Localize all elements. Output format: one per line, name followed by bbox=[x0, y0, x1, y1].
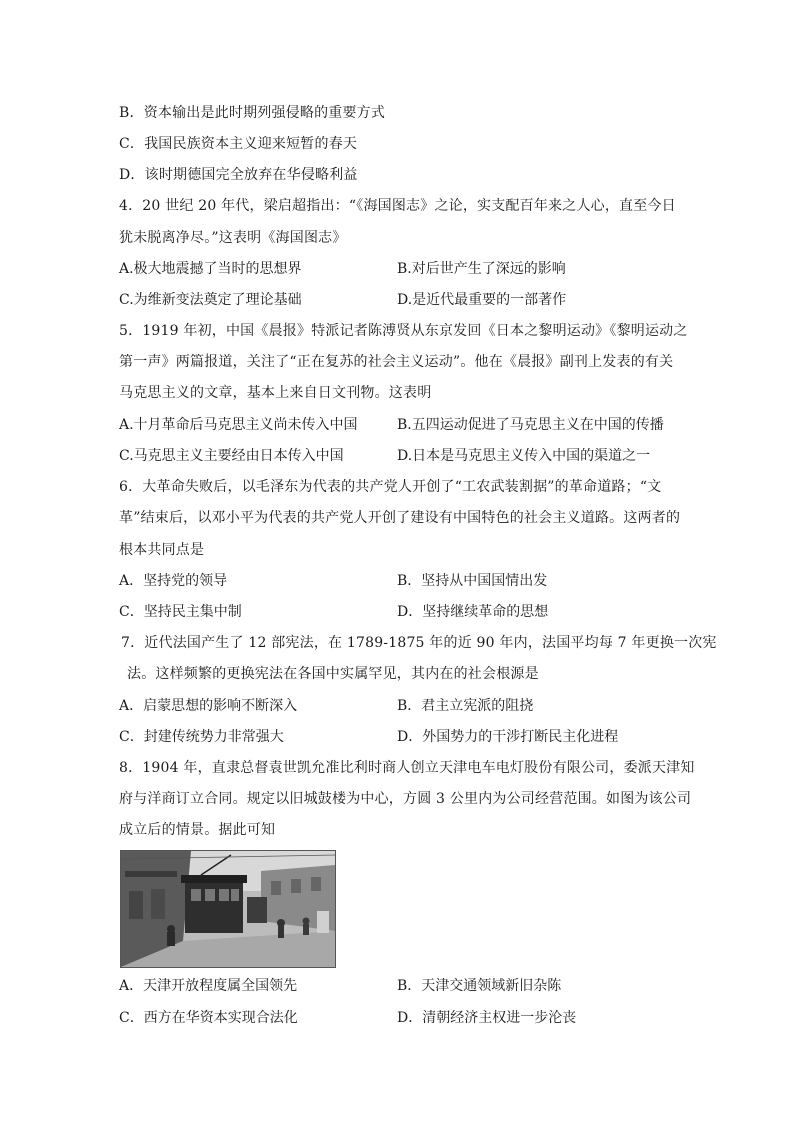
question-4-line-2: 犹未脱离净尽。”这表明《海国图志》 bbox=[119, 230, 347, 246]
question-6-line-1: 6．大革命失败后，以毛泽东为代表的共产党人开创了“工农武装割据”的革命道路；“文 bbox=[119, 479, 662, 495]
q6-option-b: B．坚持从中国国情出发 bbox=[397, 573, 548, 589]
q7-option-d: D．外国势力的干涉打断民主化进程 bbox=[397, 729, 619, 745]
q5-option-b: B.五四运动促进了马克思主义在中国的传播 bbox=[397, 417, 664, 433]
q8-option-d: D．清朝经济主权进一步沦丧 bbox=[397, 1010, 577, 1026]
question-5-line-2: 第一声》两篇报道，关注了“正在复苏的社会主义运动”。他在《晨报》副刊上发表的有关 bbox=[119, 354, 674, 370]
option-d-prev: D．该时期德国完全放弃在华侵略利益 bbox=[119, 167, 358, 183]
question-4-line-1: 4．20 世纪 20 年代，梁启超指出：“《海国图志》之论，实支配百年来之人心，直至今日 bbox=[119, 198, 676, 214]
q8-option-a: A．天津开放程度属全国领先 bbox=[119, 978, 298, 994]
q7-option-a: A．启蒙思想的影响不断深入 bbox=[119, 698, 298, 714]
question-8-line-2: 府与洋商订立合同。规定以旧城鼓楼为中心，方圆 3 公里内为公司经营范围。如图为该公司 bbox=[119, 791, 692, 807]
q4-option-c: C.为维新变法奠定了理论基础 bbox=[119, 292, 302, 308]
question-8-line-1: 8．1904 年，直隶总督袁世凯允准比利时商人创立天津电车电灯股份有限公司，委派天津知 bbox=[119, 760, 695, 776]
q7-option-c: C．封建传统势力非常强大 bbox=[119, 729, 284, 745]
q6-option-c: C．坚持民主集中制 bbox=[119, 604, 242, 620]
question-5-line-3: 马克思主义的文章，基本上来自日文刊物。这表明 bbox=[119, 385, 432, 401]
question-5-line-1: 5．1919 年初，中国《晨报》特派记者陈溥贤从东京发回《日本之黎明运动》《黎明运动之 bbox=[119, 323, 688, 339]
question-8-line-3: 成立后的情景。据此可知 bbox=[119, 822, 276, 838]
q8-option-c: C．西方在华资本实现合法化 bbox=[119, 1010, 298, 1026]
q5-option-d: D.日本是马克思主义传入中国的渠道之一 bbox=[397, 448, 651, 464]
question-7-line-1: 7．近代法国产生了 12 部宪法，在 1789-1875 年的近 90 年内，法国平均每 7 年更换一次宪 bbox=[121, 635, 717, 651]
q5-option-a: A.十月革命后马克思主义尚未传入中国 bbox=[119, 417, 358, 433]
q4-option-b: B.对后世产生了深远的影响 bbox=[397, 261, 566, 277]
q8-option-b: B．天津交通领域新旧杂陈 bbox=[397, 978, 562, 994]
question-6-line-3: 根本共同点是 bbox=[119, 542, 205, 558]
tram-street-photo bbox=[120, 850, 336, 968]
q5-option-c: C.马克思主义主要经由日本传入中国 bbox=[119, 448, 344, 464]
option-b-prev: B．资本输出是此时期列强侵略的重要方式 bbox=[119, 105, 386, 121]
q6-option-d: D．坚持继续革命的思想 bbox=[397, 604, 549, 620]
q6-option-a: A．坚持党的领导 bbox=[119, 573, 228, 589]
question-6-line-2: 革”结束后，以邓小平为代表的共产党人开创了建设有中国特色的社会主义道路。这两者的 bbox=[119, 510, 681, 526]
q4-option-d: D.是近代最重要的一部著作 bbox=[397, 292, 567, 308]
question-7-line-2: 法。这样频繁的更换宪法在各国中实属罕见，其内在的社会根源是 bbox=[127, 666, 539, 682]
option-c-prev: C．我国民族资本主义迎来短暂的春天 bbox=[119, 136, 358, 152]
q7-option-b: B．君主立宪派的阻挠 bbox=[397, 698, 534, 714]
q4-option-a: A.极大地震撼了当时的思想界 bbox=[119, 261, 302, 277]
